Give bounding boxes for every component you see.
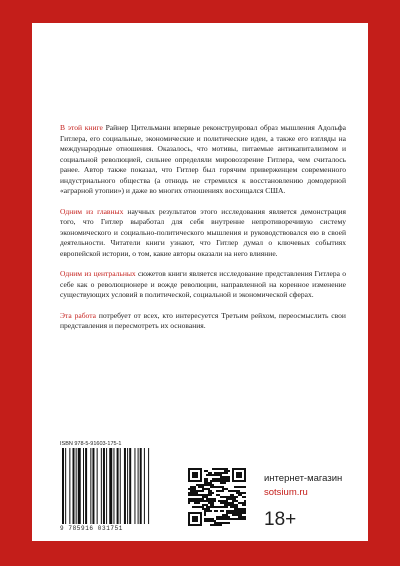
description-text bbox=[60, 123, 346, 342]
paragraph-lead: Эта работа bbox=[60, 310, 96, 320]
cover-white-panel bbox=[32, 23, 368, 541]
barcode-icon bbox=[60, 448, 178, 524]
barcode-number: 9 785916 031751 bbox=[60, 525, 124, 532]
paragraph-1 bbox=[60, 123, 346, 197]
age-rating-badge: 18+ bbox=[264, 509, 297, 530]
paragraph-4 bbox=[60, 311, 346, 332]
paragraph-lead: Одним из центральных bbox=[60, 269, 136, 278]
paragraph-3 bbox=[60, 269, 346, 301]
paragraph-body: Райнер Цительманн впервые реконструировал образ мышления Адольфа Гитлера, его социальные, экономические и политические идеи, а также его взгляды на международные отношения. Оказалось, что мотивы, питаемые антикапитализмом и социальной революцией, сильнее определяли мировоззрение Гитлера, чем считалось ранее. Автор также показал, что Гитлер был горячим приверженцем современного индустриального общества (а отнюдь не стремился к восстановлению домодерной «аграрной утопии») и даже во многих отношениях восхищался США. bbox=[60, 123, 346, 195]
paragraph-body: научных результатов этого исследования является демонстрация того, что Гитлер выработал для себя внутренне непротиворечивую систему экономического и социально-политического мышления и руководствовался ею в своей деятельности. Читатели книги узнают, что Гитлер думал о ключевых событиях европейской истории, о том, какие авторы оказали на него влияние. bbox=[60, 206, 346, 258]
qr-code-icon[interactable] bbox=[188, 468, 246, 526]
isbn-label: ISBN 978-5-91603-175-1 bbox=[60, 441, 122, 447]
paragraph-lead: Одним из главных bbox=[60, 206, 124, 216]
paragraph-body: потребует от всех, кто интересуется Третьим рейхом, переосмыслить свои представления и пересмотреть их основания. bbox=[60, 310, 346, 330]
paragraph-2 bbox=[60, 207, 346, 260]
paragraph-body: сюжетов книги является исследование представления Гитлера о себе как о революционере и вожде революции, направленной на коренное изменение существующих условий в политической, социальной и экономической сферах. bbox=[60, 269, 346, 299]
shop-label: интернет-магазин bbox=[264, 473, 343, 484]
paragraph-lead: В этой книге bbox=[60, 123, 103, 132]
shop-link[interactable]: sotsium.ru bbox=[264, 487, 308, 498]
